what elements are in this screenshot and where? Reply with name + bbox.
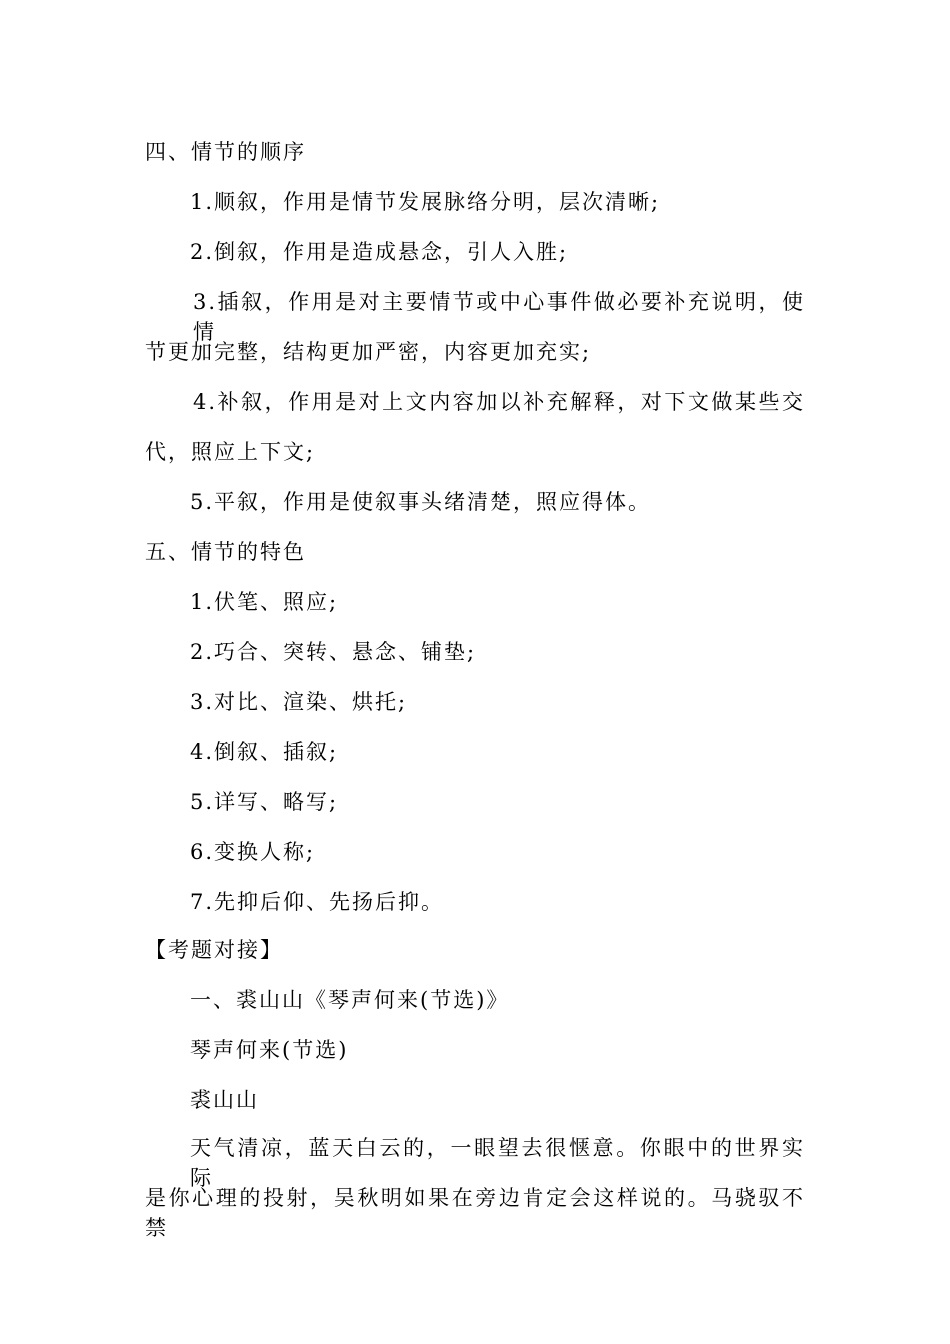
exam-heading: 【考题对接】 <box>145 938 283 962</box>
exam-subheading: 一、裘山山《琴声何来(节选)》 <box>190 988 510 1012</box>
list-item: 7.先抑后仰、先扬后抑。 <box>190 890 445 914</box>
article-title: 琴声何来(节选) <box>190 1038 349 1062</box>
list-item: 2.巧合、突转、悬念、铺垫; <box>190 640 477 664</box>
list-item-continuation: 代，照应上下文; <box>145 440 316 464</box>
list-item: 4.补叙，作用是对上文内容加以补充解释，对下文做某些交 <box>193 390 805 414</box>
list-item: 2.倒叙，作用是造成悬念，引人入胜; <box>190 240 569 264</box>
article-paragraph-line: 天气清凉，蓝天白云的，一眼望去很惬意。你眼中的世界实际 <box>190 1136 805 1190</box>
list-item: 3.插叙，作用是对主要情节或中心事件做必要补充说明，使情 <box>193 290 805 344</box>
list-item: 4.倒叙、插叙; <box>190 740 339 764</box>
article-author: 裘山山 <box>190 1088 259 1112</box>
section-heading-plot-features: 五、情节的特色 <box>145 540 306 564</box>
list-item: 6.变换人称; <box>190 840 316 864</box>
article-paragraph-line: 是你心理的投射，吴秋明如果在旁边肯定会这样说的。马骁驭不禁 <box>145 1186 805 1240</box>
list-item: 1.顺叙，作用是情节发展脉络分明，层次清晰; <box>190 190 661 214</box>
list-item: 5.平叙，作用是使叙事头绪清楚，照应得体。 <box>190 490 652 514</box>
list-item-continuation: 节更加完整，结构更加严密，内容更加充实; <box>145 340 592 364</box>
list-item: 1.伏笔、照应; <box>190 590 339 614</box>
section-heading-plot-order: 四、情节的顺序 <box>145 140 306 164</box>
list-item: 5.详写、略写; <box>190 790 339 814</box>
list-item: 3.对比、渲染、烘托; <box>190 690 408 714</box>
